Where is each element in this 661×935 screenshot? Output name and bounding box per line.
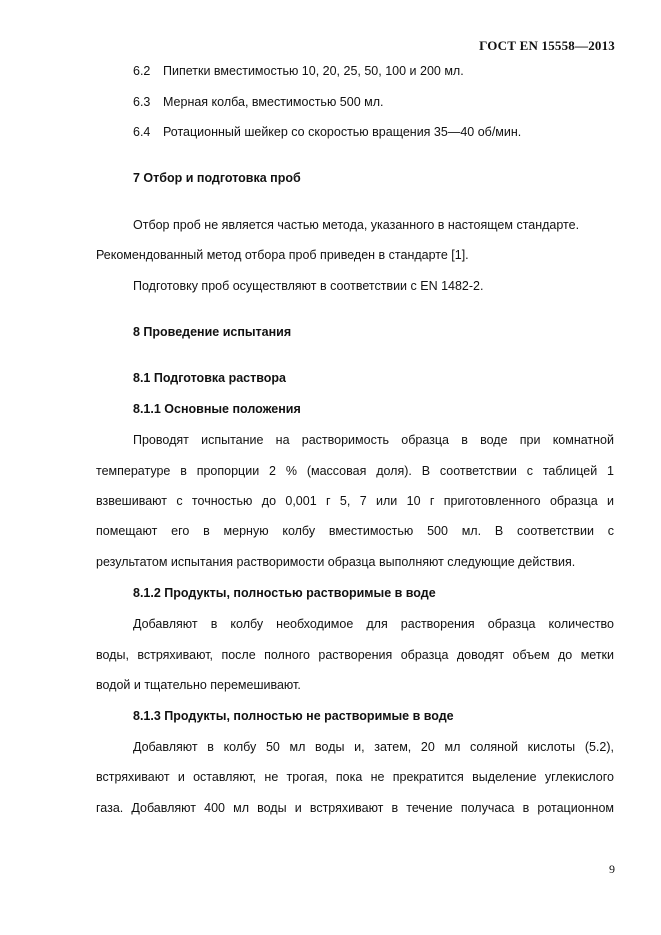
section-7-heading: 7 Отбор и подготовка проб [133,171,301,185]
item-number: 6.2 [133,64,151,78]
paragraph-line: встряхивают и оставляют, не трогая, пока не прекратится выделение углекислого [96,770,614,784]
item-number: 6.4 [133,125,151,139]
paragraph-line: газа. Добавляют 400 мл воды и встряхивают в течение получаса в ротационном [96,801,614,815]
subsection-8-1-3-heading: 8.1.3 Продукты, полностью не растворимые в воде [133,709,454,723]
section-8-heading: 8 Проведение испытания [133,325,292,339]
subsection-8-1-1-heading: 8.1.1 Основные положения [133,402,301,416]
document-header-title: ГОСТ EN 15558—2013 [479,38,615,53]
paragraph-line: водой и тщательно перемешивают. [96,678,301,692]
list-item-6-2 [133,64,464,78]
item-text: Мерная колба, вместимостью 500 мл. [163,95,384,109]
paragraph-line: результатом испытания растворимости образца выполняют следующие действия. [96,555,576,569]
list-item-6-3 [133,95,383,109]
paragraph-line: Проводят испытание на растворимость образца в воде при комнатной [133,433,614,447]
page-number: 9 [609,862,615,876]
item-number: 6.3 [133,95,151,109]
item-text: Ротационный шейкер со скоростью вращения 35—40 об/мин. [163,125,522,139]
section-7-paragraph-line: Рекомендованный метод отбора проб приведен в стандарте [1]. [96,248,469,262]
paragraph-line: температуре в пропорции 2 % (массовая доля). В соответствии с таблицей 1 [96,464,614,478]
paragraph-line: воды, встряхивают, после полного растворения образца доводят объем до метки [96,648,614,662]
paragraph-line: Добавляют в колбу 50 мл воды и, затем, 20 мл соляной кислоты (5.2), [133,740,614,754]
section-7-paragraph-line: Отбор проб не является частью метода, указанного в настоящем стандарте. [133,218,580,232]
paragraph-line: взвешивают с точностью до 0,001 г 5, 7 или 10 г приготовленного образца и [96,494,614,508]
paragraph-line: Добавляют в колбу необходимое для растворения образца количество [133,617,614,631]
section-7-sample-prep-text: Подготовку проб осуществляют в соответствии с EN 1482-2. [133,279,484,293]
item-text: Пипетки вместимостью 10, 20, 25, 50, 100 и 200 мл. [163,64,464,78]
paragraph-line: помещают его в мерную колбу вместимостью 500 мл. В соответствии с [96,524,614,538]
subsection-8-1-2-heading: 8.1.2 Продукты, полностью растворимые в воде [133,586,436,600]
subsection-8-1-heading: 8.1 Подготовка раствора [133,371,286,385]
list-item-6-4 [133,125,521,139]
